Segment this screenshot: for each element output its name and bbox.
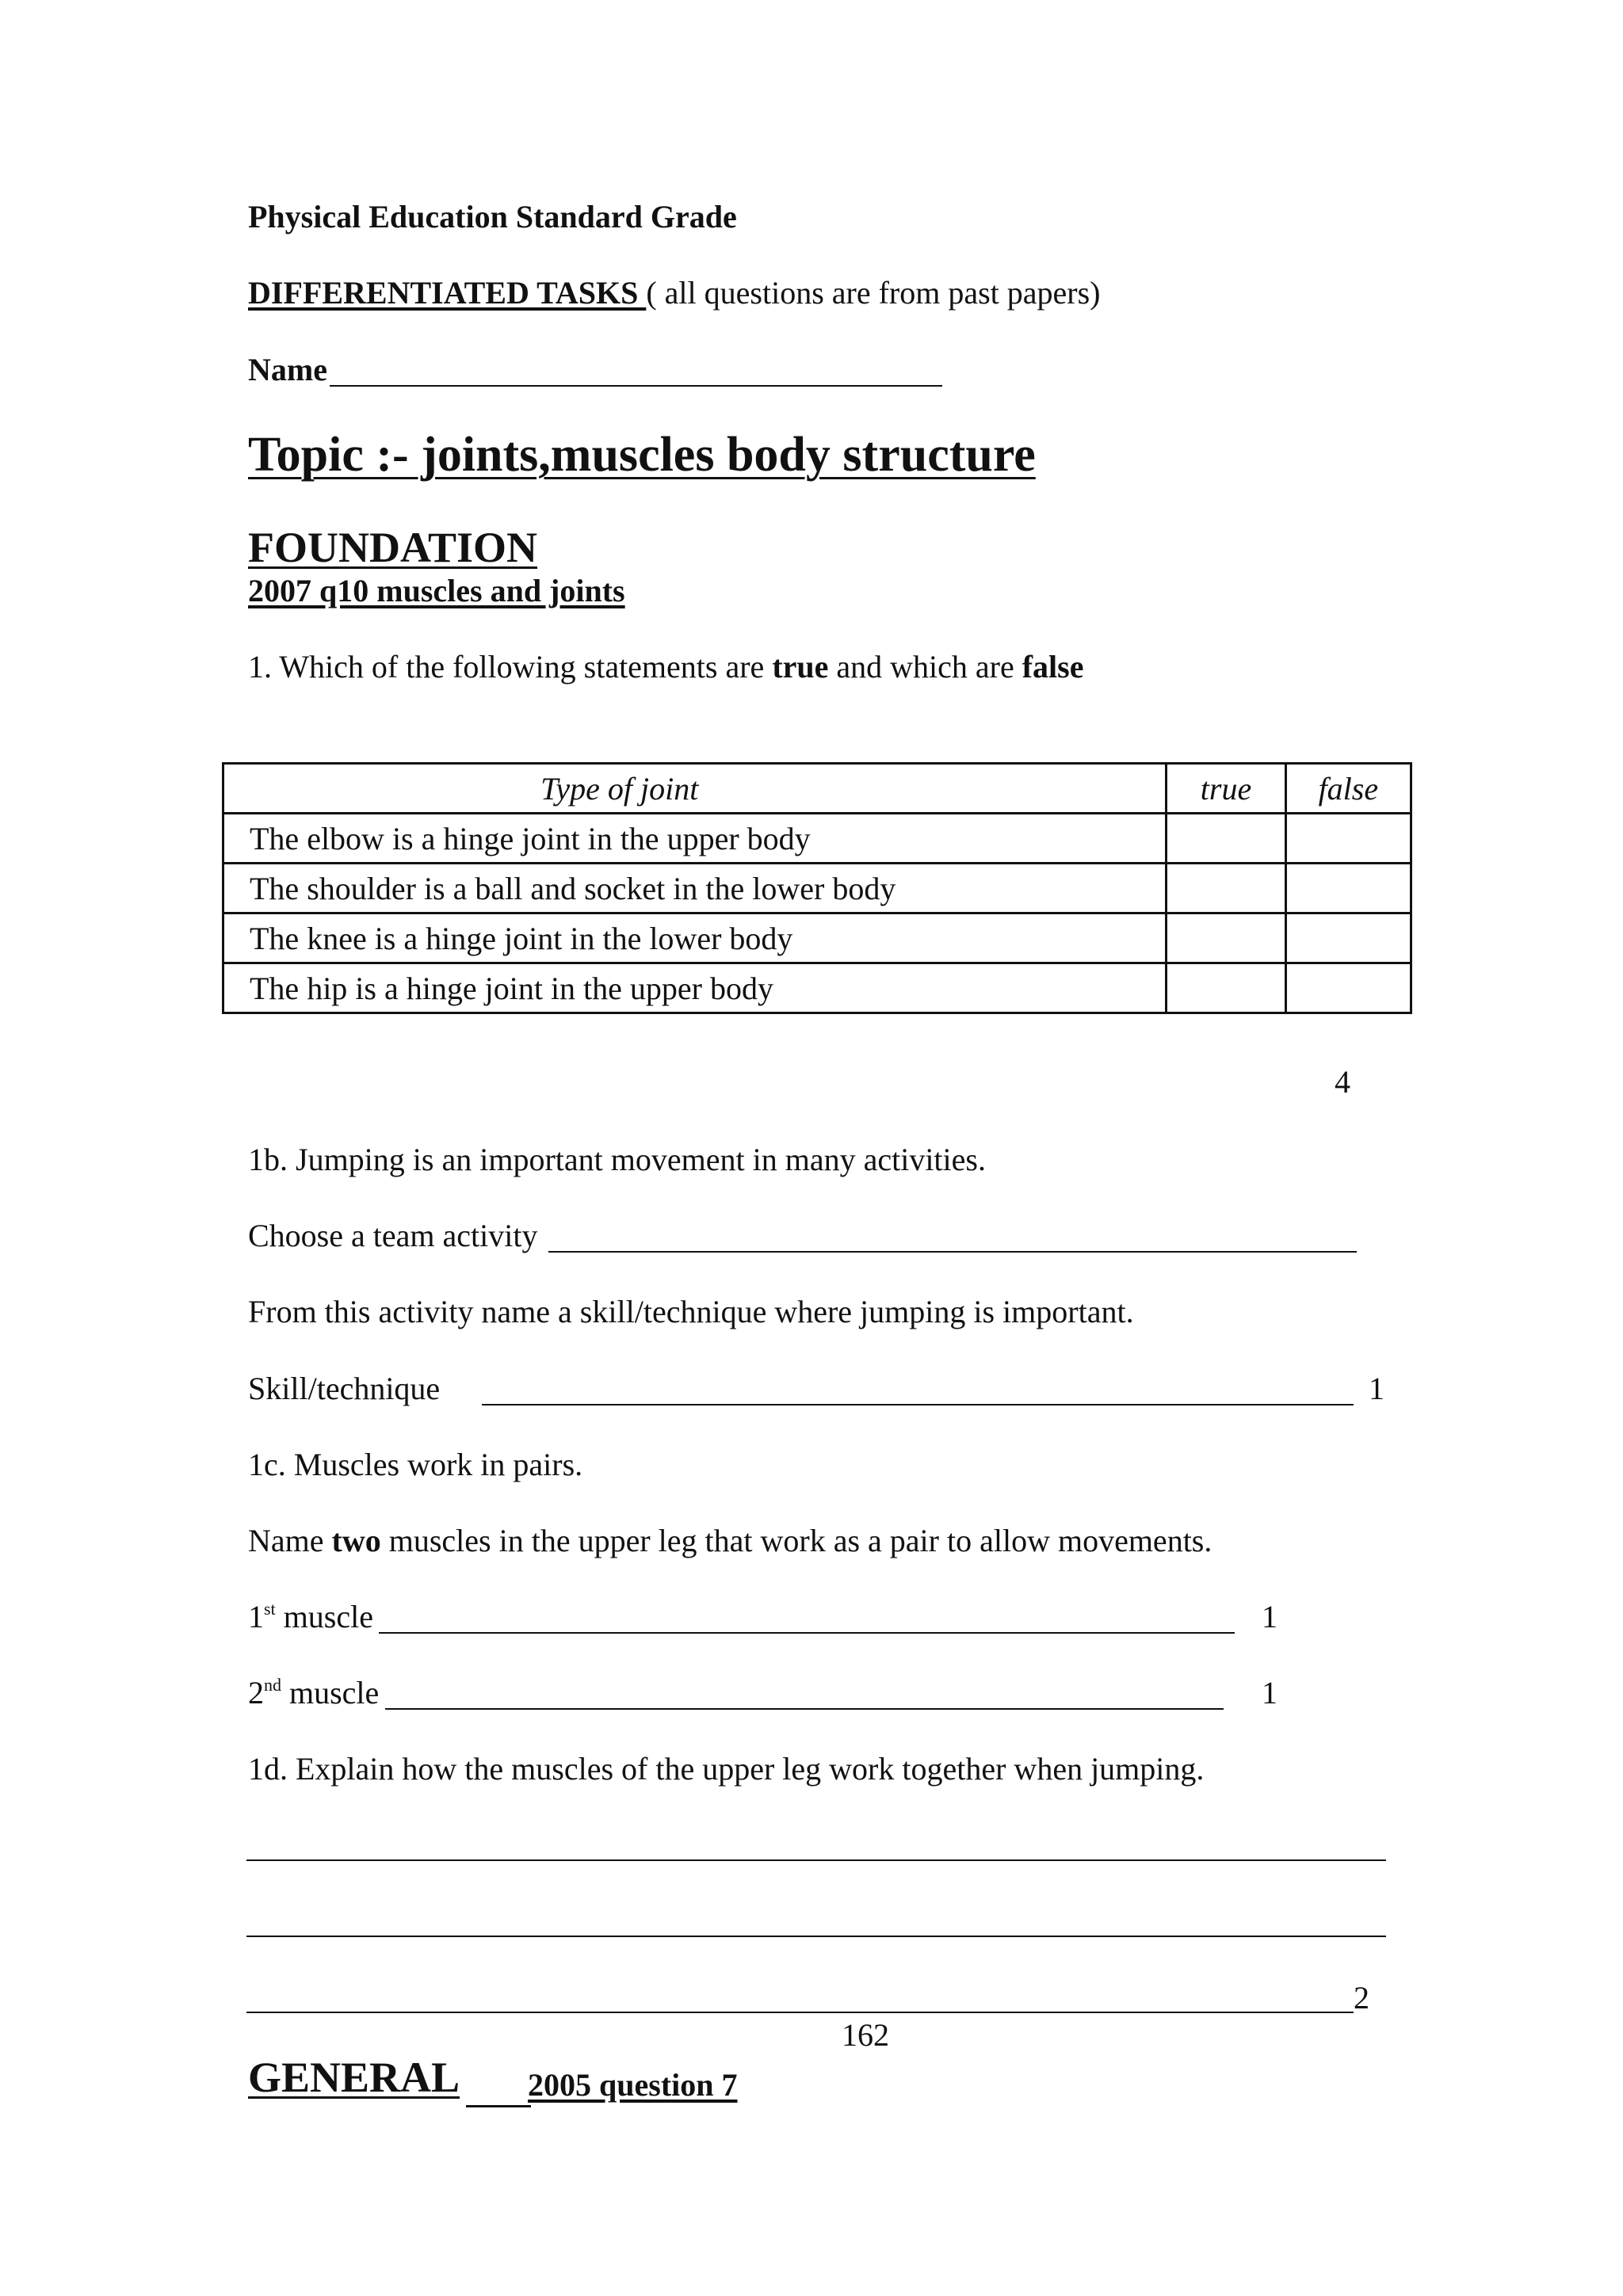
team-activity-label: Choose a team activity — [248, 1218, 538, 1253]
general-heading: GENERAL — [248, 2054, 460, 2101]
explain-answer-line-3[interactable] — [246, 2012, 1354, 2013]
second-muscle-label — [248, 1674, 379, 1712]
q1b-intro: 1b. Jumping is an important movement in many activities. — [248, 1142, 986, 1177]
header-true: true — [1167, 764, 1285, 814]
second-muscle-field[interactable] — [385, 1708, 1224, 1710]
first-muscle-marks: 1 — [1262, 1599, 1277, 1634]
joint-true-false-table — [222, 762, 1412, 1014]
q1c-prompt — [248, 1522, 1212, 1560]
q1c-prompt-two: two — [331, 1523, 381, 1558]
table-row — [223, 814, 1411, 864]
q1d-prompt: 1d. Explain how the muscles of the upper leg work together when jumping. — [248, 1751, 1205, 1787]
q1-prompt — [248, 648, 1084, 686]
q1d-marks: 2 — [1354, 1980, 1369, 2016]
true-answer-cell[interactable] — [1167, 814, 1285, 864]
skill-intro: From this activity name a skill/technique where jumping is important. — [248, 1294, 1134, 1329]
table-row — [223, 963, 1411, 1013]
second-muscle-ordinal: nd — [264, 1675, 281, 1695]
second-muscle-number: 2 — [248, 1675, 264, 1711]
true-answer-cell[interactable] — [1167, 963, 1285, 1013]
course-title: Physical Education Standard Grade — [248, 199, 737, 235]
table-row — [223, 913, 1411, 963]
header-false: false — [1285, 764, 1411, 814]
statement-cell: The knee is a hinge joint in the lower body — [223, 913, 1167, 963]
false-answer-cell[interactable] — [1285, 864, 1411, 913]
second-muscle-marks: 1 — [1262, 1675, 1277, 1711]
q1c-intro: 1c. Muscles work in pairs. — [248, 1447, 583, 1482]
skill-field[interactable] — [482, 1404, 1354, 1405]
q1-prompt-text: 1. Which of the following statements are — [248, 649, 773, 685]
first-muscle-label — [248, 1598, 373, 1636]
second-muscle-text: muscle — [281, 1675, 380, 1711]
first-muscle-number: 1 — [248, 1599, 264, 1634]
tasks-label: DIFFERENTIATED TASKS — [248, 275, 647, 311]
q1-marks: 4 — [1335, 1064, 1350, 1100]
team-activity-field[interactable] — [548, 1251, 1357, 1253]
tasks-line — [248, 274, 1101, 312]
false-answer-cell[interactable] — [1285, 814, 1411, 864]
q1c-prompt-text: Name — [248, 1523, 332, 1558]
q1c-prompt-rest: muscles in the upper leg that work as a pair to allow movements. — [380, 1523, 1212, 1558]
false-answer-cell[interactable] — [1285, 963, 1411, 1013]
general-subheading: 2005 question 7 — [528, 2067, 738, 2103]
first-muscle-field[interactable] — [379, 1632, 1235, 1634]
tasks-note: ( all questions are from past papers) — [646, 275, 1101, 311]
first-muscle-text: muscle — [275, 1599, 373, 1634]
statement-cell: The shoulder is a ball and socket in the lower body — [223, 864, 1167, 913]
foundation-subheading: 2007 q10 muscles and joints — [248, 573, 625, 608]
general-heading-underline-gap — [466, 2105, 531, 2107]
topic-heading: Topic :- joints,muscles body structure — [248, 428, 1036, 482]
false-answer-cell[interactable] — [1285, 913, 1411, 963]
statement-cell: The hip is a hinge joint in the upper body — [223, 963, 1167, 1013]
header-type-of-joint: Type of joint — [223, 764, 1167, 814]
page-number: 162 — [842, 2017, 889, 2053]
true-answer-cell[interactable] — [1167, 913, 1285, 963]
q1-prompt-true: true — [772, 649, 829, 685]
first-muscle-ordinal: st — [264, 1599, 276, 1619]
skill-label: Skill/technique — [248, 1371, 441, 1406]
foundation-heading: FOUNDATION — [248, 524, 538, 571]
explain-answer-line-1[interactable] — [246, 1859, 1386, 1861]
name-label: Name — [248, 352, 327, 387]
q1-prompt-false: false — [1022, 649, 1084, 685]
q1-prompt-mid: and which are — [828, 649, 1022, 685]
table-header-row — [223, 764, 1411, 814]
explain-answer-line-2[interactable] — [246, 1936, 1386, 1937]
skill-marks: 1 — [1369, 1371, 1384, 1406]
statement-cell: The elbow is a hinge joint in the upper body — [223, 814, 1167, 864]
true-answer-cell[interactable] — [1167, 864, 1285, 913]
table-row — [223, 864, 1411, 913]
name-field[interactable] — [330, 385, 942, 387]
